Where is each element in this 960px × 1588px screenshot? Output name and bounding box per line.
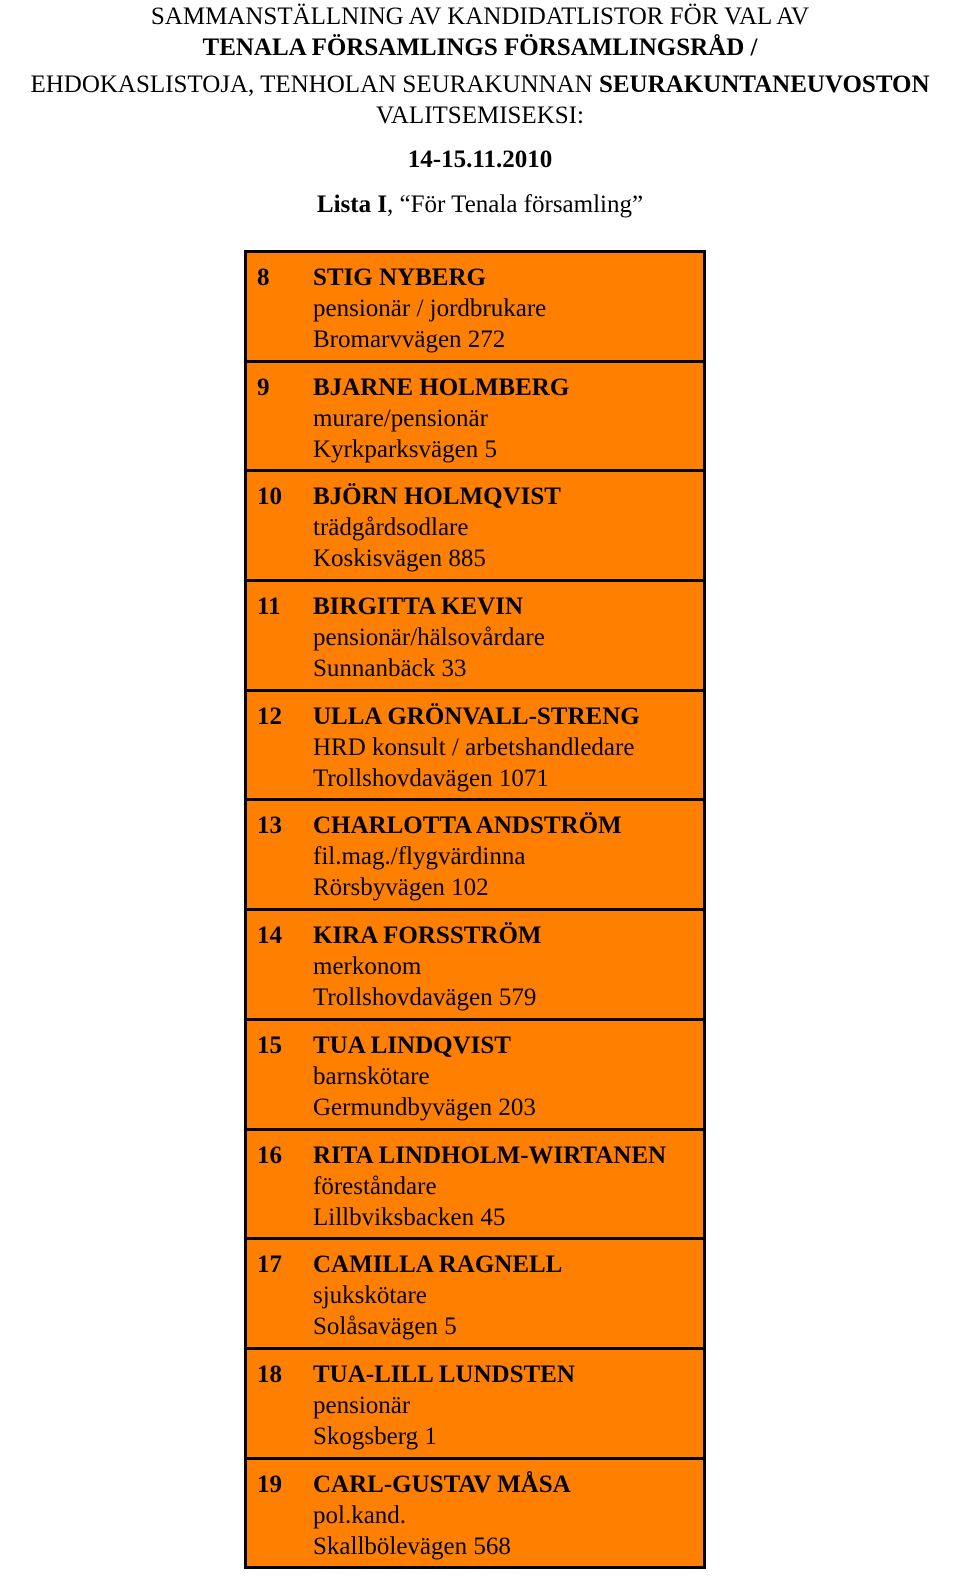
list-title-bold: Lista I (316, 191, 388, 218)
candidate-occupation: föreståndare (313, 1172, 437, 1200)
header-line-4: VALITSEMISEKSI: (376, 102, 584, 129)
candidate-number: 9 (257, 373, 270, 401)
candidate-name: TUA LINDQVIST (313, 1031, 511, 1059)
candidate-number: 19 (257, 1470, 282, 1498)
candidate-occupation: pensionär (313, 1391, 411, 1419)
candidate-row (247, 472, 703, 582)
candidate-address: Trollshovdavägen 1071 (313, 764, 549, 792)
candidate-address: Trollshovdavägen 579 (313, 984, 537, 1012)
header-line-3-bold: SEURAKUNTANEUVOSTON (598, 71, 930, 98)
candidate-number: 11 (257, 593, 281, 621)
candidate-row (247, 1240, 703, 1350)
candidate-occupation: HRD konsult / arbetshandledare (313, 733, 635, 761)
candidate-address: Kyrkparksvägen 5 (313, 435, 497, 463)
candidate-occupation: fil.mag./flygvärdinna (313, 843, 526, 871)
candidate-row (247, 1131, 703, 1241)
candidate-occupation: sjukskötare (313, 1282, 427, 1310)
header-line-1: SAMMANSTÄLLNING AV KANDIDATLISTOR FÖR VAL AV (150, 3, 810, 30)
candidate-number: 12 (257, 702, 282, 730)
candidate-name: KIRA FORSSTRÖM (313, 922, 542, 950)
candidate-name: BJARNE HOLMBERG (313, 373, 570, 401)
candidate-name: STIG NYBERG (313, 264, 486, 291)
candidate-row (247, 1021, 703, 1131)
candidate-number: 16 (257, 1141, 282, 1169)
candidate-list (244, 250, 706, 1569)
candidate-row (247, 1350, 703, 1460)
candidate-number: 8 (257, 264, 270, 291)
candidate-number: 14 (257, 922, 282, 950)
candidate-address: Koskisvägen 885 (313, 545, 486, 573)
candidate-occupation: merkonom (313, 953, 422, 981)
candidate-row (247, 911, 703, 1021)
candidate-name: TUA-LILL LUNDSTEN (313, 1360, 575, 1388)
candidate-number: 18 (257, 1360, 282, 1388)
candidate-number: 10 (257, 483, 282, 511)
election-date: 14-15.11.2010 (407, 146, 553, 173)
candidate-number: 13 (257, 812, 282, 840)
list-title-rest: , “För Tenala församling” (387, 191, 644, 218)
candidate-address: Lillbviksbacken 45 (313, 1203, 506, 1231)
header-line-2: TENALA FÖRSAMLINGS FÖRSAMLINGSRÅD / (202, 34, 758, 61)
candidate-name: BJÖRN HOLMQVIST (313, 483, 561, 511)
candidate-address: Solåsavägen 5 (313, 1313, 457, 1341)
candidate-row (247, 363, 703, 473)
candidate-row (247, 582, 703, 692)
candidate-occupation: murare/pensionär (313, 404, 488, 432)
candidate-name: ULLA GRÖNVALL-STRENG (313, 702, 640, 730)
candidate-name: BIRGITTA KEVIN (313, 593, 524, 621)
header-line-3 (0, 70, 960, 100)
candidate-name: CARL-GUSTAV MÅSA (313, 1470, 571, 1498)
candidate-name: RITA LINDHOLM-WIRTANEN (313, 1141, 667, 1169)
candidate-address: Skallbölevägen 568 (313, 1532, 511, 1560)
candidate-number: 15 (257, 1031, 282, 1059)
candidate-occupation: barnskötare (313, 1062, 430, 1090)
candidate-occupation: pensionär / jordbrukare (313, 295, 547, 322)
candidate-address: Skogsberg 1 (313, 1422, 437, 1450)
candidate-name: CHARLOTTA ANDSTRÖM (313, 812, 622, 840)
candidate-row (247, 253, 703, 363)
header-line-3-normal: EHDOKASLISTOJA, TENHOLAN SEURAKUNNAN (30, 71, 599, 98)
candidate-occupation: pensionär/hälsovårdare (313, 624, 545, 652)
candidate-occupation: pol.kand. (313, 1501, 407, 1529)
candidate-address: Rörsbyvägen 102 (313, 874, 489, 902)
candidate-occupation: trädgårdsodlare (313, 514, 469, 542)
candidate-row (247, 692, 703, 802)
list-title (0, 190, 960, 220)
candidate-name: CAMILLA RAGNELL (313, 1251, 563, 1279)
candidate-address: Germundbyvägen 203 (313, 1093, 536, 1121)
candidate-row (247, 801, 703, 911)
candidate-number: 17 (257, 1251, 282, 1279)
candidate-address: Sunnanbäck 33 (313, 655, 467, 683)
candidate-row (247, 1460, 703, 1570)
candidate-address: Bromarvvägen 272 (313, 326, 506, 353)
